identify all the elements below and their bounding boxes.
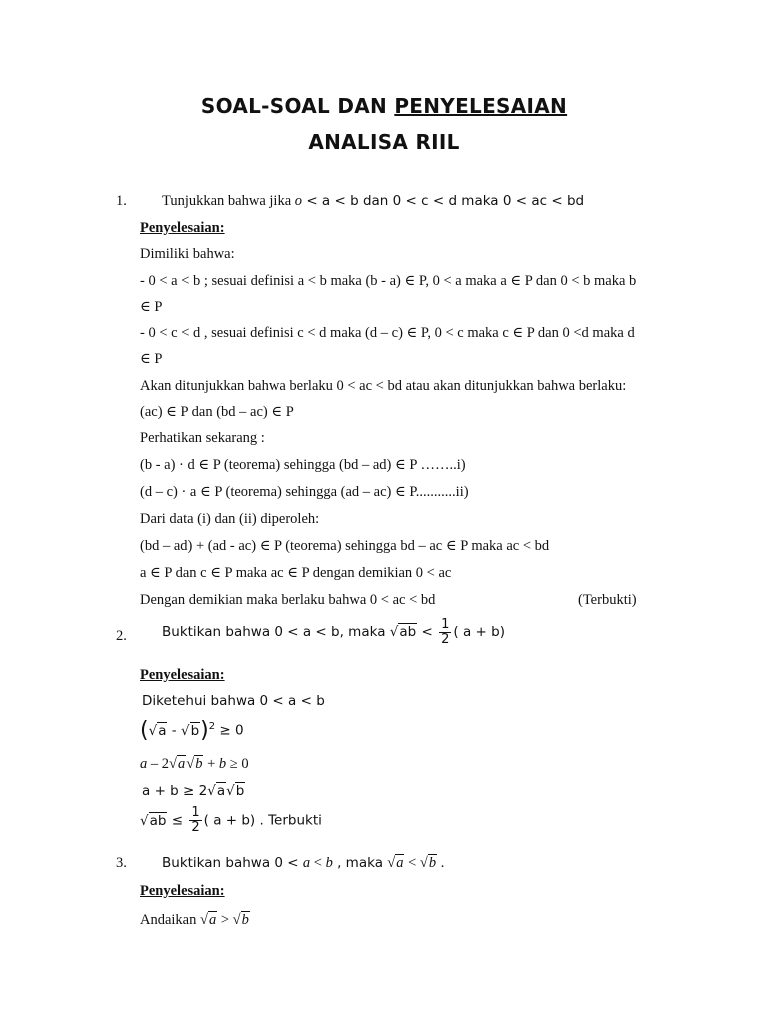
q2-l3-d: b	[218, 756, 227, 772]
q2-half-fraction	[439, 618, 451, 647]
q2-paren: ( a + b)	[453, 623, 505, 640]
q2-half-numerator: 1	[441, 617, 450, 632]
q3-statement-a: Buktikan bahwa 0 <	[162, 855, 303, 871]
q3-solution-label: Penyelesaian:	[140, 883, 225, 899]
q2-l3-a: a	[140, 756, 148, 772]
q2-l3-c: +	[203, 756, 219, 772]
q2-l4-sa: a	[216, 783, 226, 799]
q2-l3-b: – 2	[147, 756, 169, 772]
q2-l3-sa: a	[177, 756, 186, 772]
q2-line-5	[140, 806, 322, 835]
q2-l2-a: a	[158, 722, 167, 739]
q2-l5-tail: ( a + b) . Terbukti	[203, 812, 322, 829]
q3-statement-sb: b	[428, 855, 437, 871]
q3-statement-mid: , maka	[332, 855, 388, 871]
q2-l3-e: ≥ 0	[226, 756, 249, 772]
q1-statement-b: < a < b dan 0 < c < d maka 0 < ac < bd	[302, 193, 585, 209]
q2-statement	[162, 618, 505, 647]
q2-l2-exp: 2	[208, 721, 216, 732]
q2-lt: <	[417, 623, 438, 640]
q1-line-3: ∈ P	[140, 299, 163, 315]
q2-statement-a: Buktikan bahwa 0 < a < b, maka	[162, 623, 390, 640]
q1-line-12: (bd – ad) + (ad - ac) ∈ P (teorema) sehingga bd – ac ∈ P maka ac < bd	[140, 538, 550, 554]
page-title	[0, 94, 768, 118]
sqrt-symbol-icon: √b	[186, 756, 203, 772]
q2-l3-sb: b	[195, 756, 203, 772]
q3-statement-lt2: <	[404, 855, 420, 871]
q1-line-1: Dimiliki bahwa:	[140, 246, 235, 262]
q2-l2-close: )	[200, 718, 209, 743]
q1-line-7: (ac) ∈ P dan (bd – ac) ∈ P	[140, 404, 294, 420]
sqrt-symbol-icon: √a	[169, 756, 186, 772]
q1-line-9: (b - a) · d ∈ P (teorema) sehingga (bd – ad) ∈ P ……..i)	[140, 457, 466, 473]
sqrt-symbol-icon: √b	[419, 855, 437, 871]
q1-line-11: Dari data (i) dan (ii) diperoleh:	[140, 511, 320, 527]
q2-l2-tail: ≥ 0	[215, 722, 244, 739]
q1-line-4: - 0 < c < d , sesuai definisi c < d maka (d – c) ∈ P, 0 < c maka c ∈ P dan 0 <d maka d	[140, 325, 635, 341]
q1-line-8: Perhatikan sekarang :	[140, 430, 265, 446]
sqrt-symbol-icon: √a	[200, 912, 217, 928]
sqrt-symbol-icon: √b	[232, 912, 249, 928]
q3-statement-end: .	[437, 855, 445, 871]
title-part-a: SOAL-SOAL DAN	[200, 94, 395, 118]
q2-l5-le: ≤	[167, 812, 188, 829]
q1-number: 1.	[116, 193, 127, 209]
q2-l5-fraction	[189, 806, 201, 835]
q2-number: 2.	[116, 628, 127, 644]
q3-statement-lt: <	[310, 855, 326, 871]
q2-l2-minus: -	[167, 722, 181, 739]
q1-line-14: Dengan demikian maka berlaku bahwa 0 < ac < bd	[140, 592, 436, 608]
q1-statement-o: o	[294, 193, 303, 209]
q2-sqrt-ab: ab	[399, 623, 417, 640]
q3-l1-sb: b	[241, 912, 249, 928]
q3-line-1	[140, 912, 250, 929]
q3-l1-sa: a	[208, 912, 217, 928]
sqrt-symbol-icon: √b	[180, 722, 200, 739]
q1-line-6: Akan ditunjukkan bahwa berlaku 0 < ac < bd atau akan ditunjukkan bahwa berlaku:	[140, 378, 627, 394]
q2-l4-sb: b	[235, 783, 245, 799]
q2-line-3	[140, 756, 249, 773]
q2-l4-a: a + b ≥ 2	[142, 783, 208, 799]
sqrt-symbol-icon: √ab	[389, 623, 417, 640]
q3-statement-sa: a	[396, 855, 404, 871]
sqrt-symbol-icon: √b	[226, 783, 245, 799]
q1-statement-a: Tunjukkan bahwa jika	[162, 193, 295, 209]
q1-line-5: ∈ P	[140, 351, 163, 367]
sqrt-symbol-icon: √a	[207, 783, 226, 799]
q2-l5-s: ab	[149, 812, 167, 829]
q3-l1-text: Andaikan	[140, 912, 200, 928]
q3-l1-gt: >	[217, 912, 233, 928]
q1-line-13: a ∈ P dan c ∈ P maka ac ∈ P dengan demikian 0 < ac	[140, 565, 452, 581]
q1-line-10: (d – c) · a ∈ P (teorema) sehingga (ad – ac) ∈ P...........ii)	[140, 484, 469, 500]
q2-solution-label: Penyelesaian:	[140, 667, 225, 683]
sqrt-symbol-icon: √a	[148, 722, 167, 739]
q2-l2-open: (	[140, 718, 149, 743]
q3-number: 3.	[116, 855, 127, 871]
q1-solution-label: Penyelesaian:	[140, 220, 225, 236]
q2-line-4	[142, 783, 245, 799]
sqrt-symbol-icon: √a	[387, 855, 404, 871]
q1-statement	[162, 193, 584, 210]
q2-l2-b: b	[190, 722, 200, 739]
q3-statement-a-var: a	[302, 855, 311, 871]
title-part-b: PENYELESAIAN	[394, 94, 568, 118]
q2-l5-denominator: 2	[191, 820, 200, 835]
q2-half-denominator: 2	[441, 632, 450, 647]
q2-l5-numerator: 1	[191, 805, 200, 820]
sqrt-symbol-icon: √ab	[140, 812, 167, 829]
q1-proved-tag: (Terbukti)	[578, 592, 637, 608]
q2-line-1: Diketehui bahwa 0 < a < b	[142, 693, 325, 709]
q2-line-2	[140, 718, 244, 743]
q1-line-2: - 0 < a < b ; sesuai definisi a < b maka (b - a) ∈ P, 0 < a maka a ∈ P dan 0 < b maka b	[140, 273, 637, 289]
q3-statement	[162, 855, 444, 872]
q3-statement-b-var: b	[325, 855, 333, 871]
page-subtitle: ANALISA RIIL	[308, 130, 460, 154]
